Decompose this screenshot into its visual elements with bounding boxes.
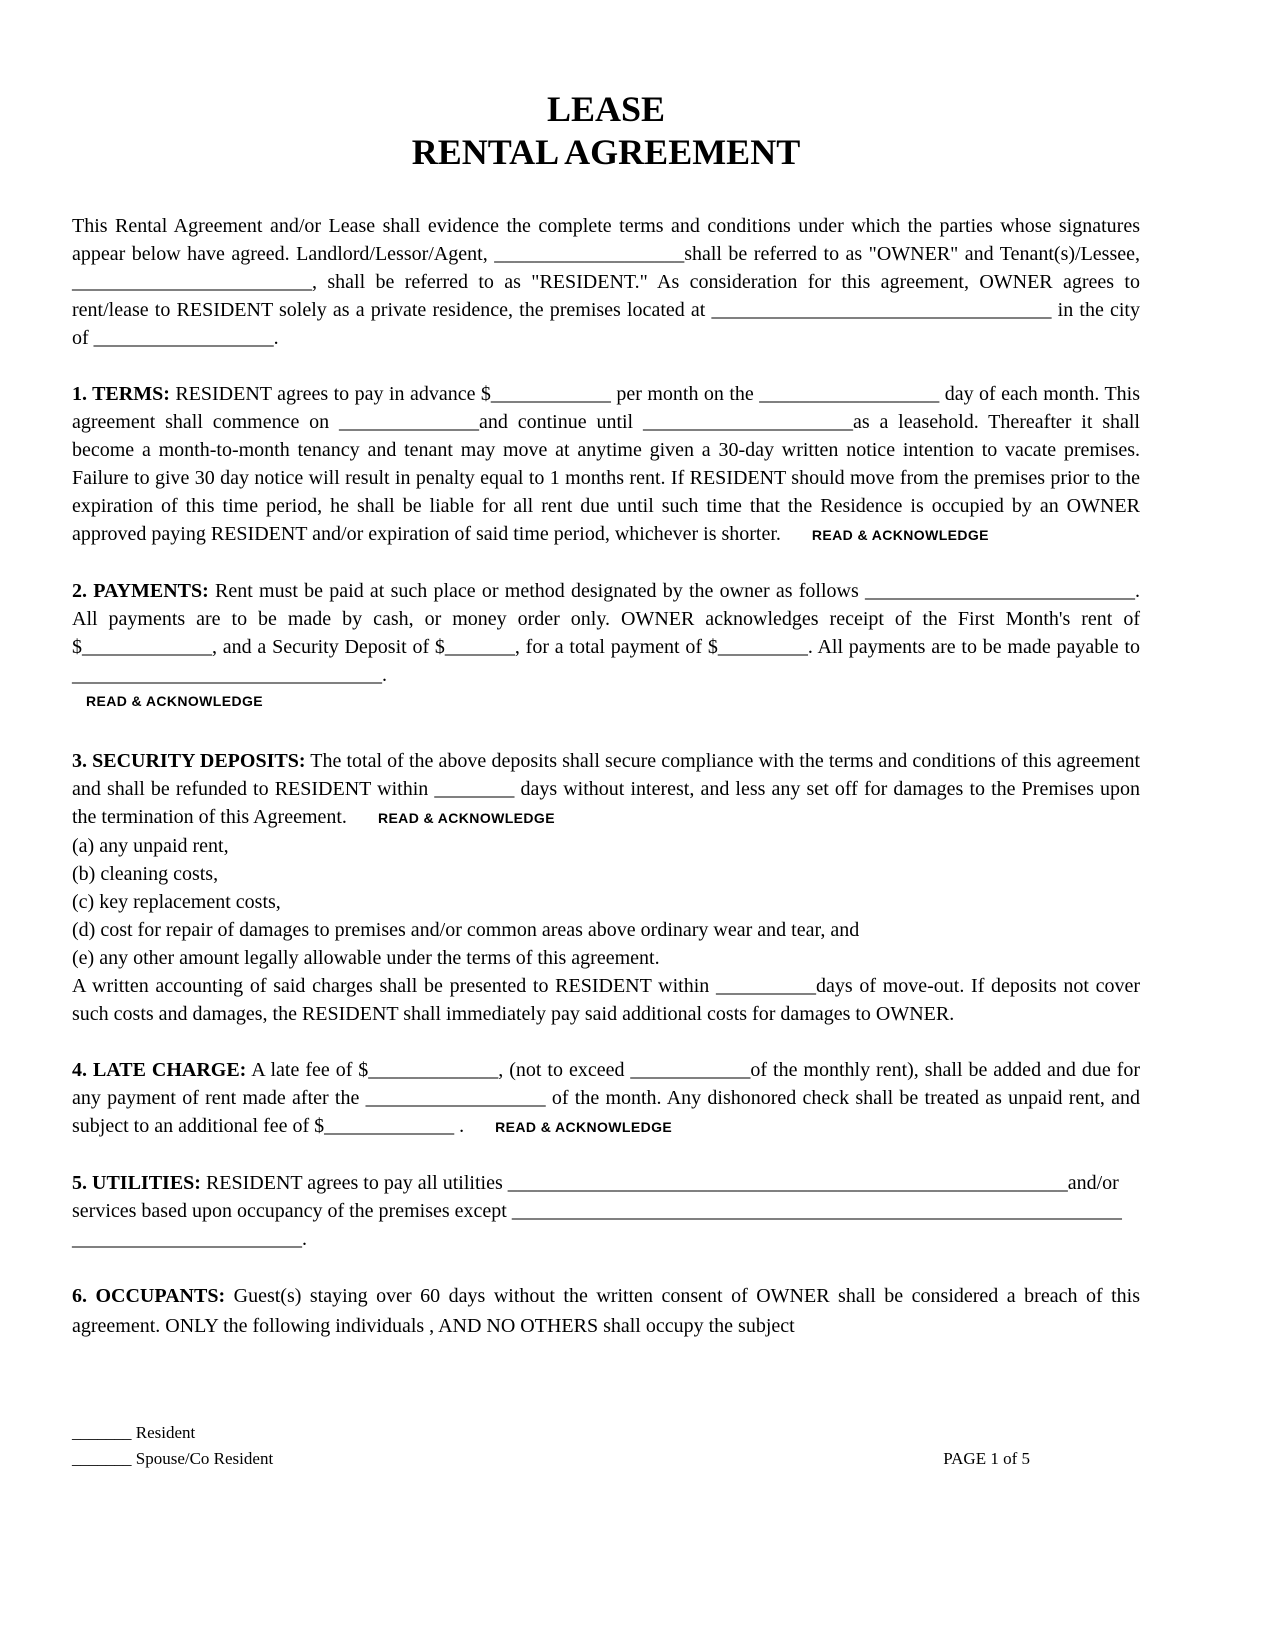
section-2-payments xyxy=(72,577,1140,689)
section-5-line-3: _______________________. xyxy=(72,1228,307,1250)
section-4-late-charge xyxy=(72,1056,1140,1141)
page-footer xyxy=(72,1420,1140,1472)
title-line-lease: LEASE xyxy=(546,89,666,129)
list-item-repair-damages: (d) cost for repair of damages to premises and/or common areas above ordinary wear and tear, and xyxy=(72,919,860,941)
section-5-utilities xyxy=(72,1169,1140,1253)
section-1-read-acknowledge: READ & ACKNOWLEDGE xyxy=(811,527,989,543)
list-item-key-replacement: (c) key replacement costs, xyxy=(72,891,281,913)
section-5-label: 5. UTILITIES: xyxy=(72,1172,201,1194)
section-3-label: 3. SECURITY DEPOSITS: xyxy=(72,750,306,772)
section-1-body: RESIDENT agrees to pay in advance $____________ per month on the __________________ day of each month. This agreement shall commence on ______________and continue until _____________________as a leasehold. Thereafter it shall become a month-to-month tenancy and tenant may move at anytime given a 30-day written notice intention to vacate premises. Failure to give 30 day notice will result in penalty equal to 1 months rent. If RESIDENT should move from the premises prior to the expiration of this time period, he shall be liable for all rent due until such time that the Residence is occupied by an OWNER approved paying RESIDENT and/or expiration of said time period, whichever is shorter. xyxy=(72,383,1140,545)
section-4-label: 4. LATE CHARGE: xyxy=(72,1059,247,1081)
intro-text: This Rental Agreement and/or Lease shall evidence the complete terms and conditions under which the parties whose signatures appear below have agreed. Landlord/Lessor/Agent, ___________________shall be referred to as "OWNER" and Tenant(s)/Lessee, ________________________, shall be referred to as "RESIDENT." As consideration for this agreement, OWNER agrees to rent/lease to RESIDENT solely as a private residence, the premises located at __________________________________ in the city of __________________. xyxy=(72,215,1140,349)
section-3-continuation xyxy=(72,972,1140,1028)
intro-paragraph xyxy=(72,212,1140,352)
section-2-body: Rent must be paid at such place or method designated by the owner as follows ___________________________. All payments are to be made by cash, or money order only. OWNER acknowledges receipt of the First Month's rent of $_____________, and a Security Deposit of $_______, for a total payment of $_________. All payments are to be made payable to _______________________________. xyxy=(72,580,1140,686)
section-3-after-text: A written accounting of said charges shall be presented to RESIDENT within __________days of move-out. If deposits not cover such costs and damages, the RESIDENT shall immediately pay said additional costs for damages to OWNER. xyxy=(72,975,1140,1025)
section-1-terms xyxy=(72,380,1140,549)
section-6-occupants xyxy=(72,1281,1140,1341)
section-3-security-deposits xyxy=(72,747,1140,832)
section-3-body: The total of the above deposits shall secure compliance with the terms and conditions of this agreement and shall be refunded to RESIDENT within ________ days without interest, and less any set off for damages to the Premises upon the termination of this Agreement. xyxy=(72,750,1141,828)
title-line-rental-agreement: RENTAL AGREEMENT xyxy=(411,132,801,172)
section-2-read-acknowledge: READ & ACKNOWLEDGE xyxy=(86,693,264,709)
resident-initial-line: _______ Resident xyxy=(72,1423,196,1442)
section-5-line-2: services based upon occupancy of the premises except _____________________________________________________________ xyxy=(72,1200,1122,1222)
section-4-read-acknowledge: READ & ACKNOWLEDGE xyxy=(495,1119,673,1135)
section-5-line-1: RESIDENT agrees to pay all utilities ________________________________________________________and/or xyxy=(205,1172,1119,1194)
list-item-other-amount: (e) any other amount legally allowable under the terms of this agreement. xyxy=(72,947,660,969)
page-number: PAGE 1 of 5 xyxy=(943,1449,1030,1468)
section-3-read-acknowledge: READ & ACKNOWLEDGE xyxy=(377,810,555,826)
list-item-unpaid-rent: (a) any unpaid rent, xyxy=(72,835,229,857)
section-6-label: 6. OCCUPANTS: xyxy=(72,1285,226,1307)
document-title xyxy=(72,88,1140,174)
section-4-body: A late fee of $_____________, (not to exceed ____________of the monthly rent), shall be added and due for any payment of rent made after the __________________ of the month. Any dishonored check shall be treated as unpaid rent, and subject to an additional fee of $_____________ . xyxy=(72,1059,1141,1137)
section-1-label: 1. TERMS: xyxy=(72,383,170,405)
section-3-deduction-list xyxy=(72,832,1140,972)
footer-signature-lines xyxy=(72,1420,273,1472)
section-6-body: Guest(s) staying over 60 days without the written consent of OWNER shall be considered a breach of this agreement. ONLY the following individuals , AND NO OTHERS shall occupy the subject xyxy=(72,1285,1140,1337)
section-2-label: 2. PAYMENTS: xyxy=(72,580,209,602)
spouse-co-resident-initial-line: _______ Spouse/Co Resident xyxy=(72,1449,274,1468)
list-item-cleaning-costs: (b) cleaning costs, xyxy=(72,863,219,885)
